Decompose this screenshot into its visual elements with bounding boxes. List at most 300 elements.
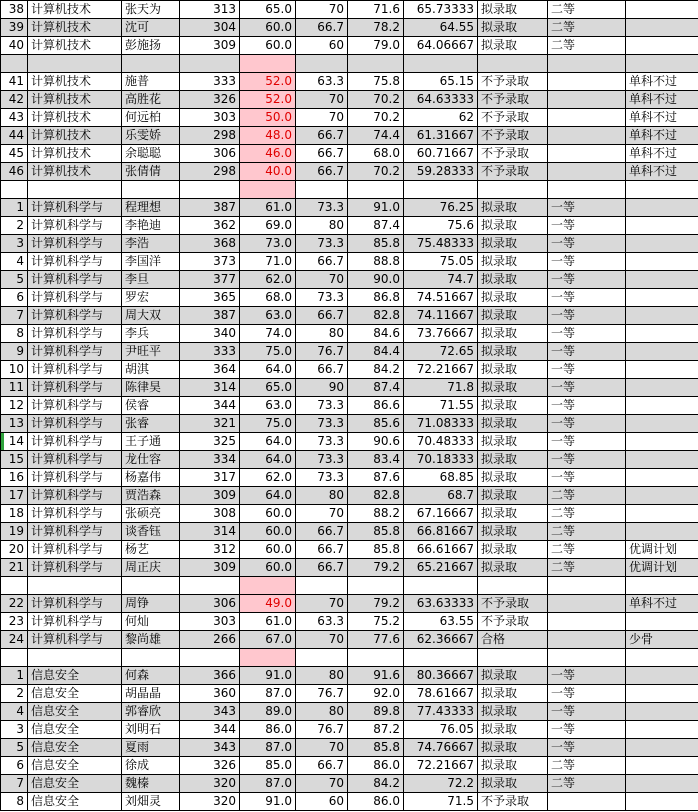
cell-rank[interactable] bbox=[548, 91, 626, 109]
cell-s1[interactable]: 65.0 bbox=[240, 379, 296, 397]
cell-name[interactable] bbox=[122, 649, 180, 667]
cell-s1[interactable] bbox=[240, 649, 296, 667]
cell-s2[interactable] bbox=[296, 55, 348, 73]
cell-no[interactable]: 46 bbox=[1, 163, 28, 181]
cell-no[interactable]: 1 bbox=[1, 199, 28, 217]
cell-s1[interactable]: 46.0 bbox=[240, 145, 296, 163]
cell-rank[interactable]: 一等 bbox=[548, 343, 626, 361]
cell-name[interactable]: 刘畑灵 bbox=[122, 793, 180, 811]
cell-status[interactable]: 不予录取 bbox=[478, 793, 548, 811]
cell-id[interactable]: 344 bbox=[180, 397, 240, 415]
cell-note[interactable]: 单科不过 bbox=[626, 91, 698, 109]
cell-major[interactable]: 计算机技术 bbox=[28, 145, 122, 163]
cell-s1[interactable]: 61.0 bbox=[240, 199, 296, 217]
cell-id[interactable]: 320 bbox=[180, 775, 240, 793]
cell-total[interactable]: 65.21667 bbox=[404, 559, 478, 577]
cell-s3[interactable]: 79.2 bbox=[348, 559, 404, 577]
cell-total[interactable]: 63.55 bbox=[404, 613, 478, 631]
cell-no[interactable]: 19 bbox=[1, 523, 28, 541]
cell-note[interactable] bbox=[626, 235, 698, 253]
cell-s2[interactable]: 66.7 bbox=[296, 307, 348, 325]
cell-s2[interactable] bbox=[296, 649, 348, 667]
cell-major[interactable]: 计算机科学与 bbox=[28, 469, 122, 487]
cell-s2[interactable]: 70 bbox=[296, 631, 348, 649]
cell-status[interactable] bbox=[478, 181, 548, 199]
cell-s3[interactable]: 75.8 bbox=[348, 73, 404, 91]
cell-name[interactable] bbox=[122, 55, 180, 73]
cell-rank[interactable]: 一等 bbox=[548, 235, 626, 253]
cell-s3[interactable]: 87.4 bbox=[348, 217, 404, 235]
cell-major[interactable]: 计算机技术 bbox=[28, 1, 122, 19]
cell-s2[interactable]: 76.7 bbox=[296, 343, 348, 361]
cell-s1[interactable]: 65.0 bbox=[240, 1, 296, 19]
cell-s3[interactable]: 71.6 bbox=[348, 1, 404, 19]
cell-note[interactable] bbox=[626, 703, 698, 721]
cell-s3[interactable]: 85.8 bbox=[348, 739, 404, 757]
cell-total[interactable]: 67.16667 bbox=[404, 505, 478, 523]
cell-rank[interactable] bbox=[548, 163, 626, 181]
cell-rank[interactable]: 一等 bbox=[548, 289, 626, 307]
cell-note[interactable] bbox=[626, 199, 698, 217]
cell-id[interactable]: 360 bbox=[180, 685, 240, 703]
cell-no[interactable]: 21 bbox=[1, 559, 28, 577]
cell-id[interactable]: 309 bbox=[180, 487, 240, 505]
cell-s1[interactable]: 73.0 bbox=[240, 235, 296, 253]
cell-note[interactable] bbox=[626, 55, 698, 73]
cell-status[interactable]: 拟录取 bbox=[478, 559, 548, 577]
cell-s1[interactable]: 60.0 bbox=[240, 505, 296, 523]
cell-s3[interactable] bbox=[348, 181, 404, 199]
cell-status[interactable]: 不予录取 bbox=[478, 127, 548, 145]
cell-rank[interactable] bbox=[548, 181, 626, 199]
cell-s1[interactable]: 60.0 bbox=[240, 541, 296, 559]
cell-major[interactable] bbox=[28, 181, 122, 199]
cell-s1[interactable]: 50.0 bbox=[240, 109, 296, 127]
cell-s1[interactable]: 91.0 bbox=[240, 793, 296, 811]
cell-s2[interactable]: 73.3 bbox=[296, 397, 348, 415]
cell-note[interactable] bbox=[626, 217, 698, 235]
cell-s3[interactable]: 88.8 bbox=[348, 253, 404, 271]
cell-id[interactable]: 365 bbox=[180, 289, 240, 307]
cell-total[interactable]: 59.28333 bbox=[404, 163, 478, 181]
cell-status[interactable]: 不予录取 bbox=[478, 145, 548, 163]
cell-no[interactable]: 3 bbox=[1, 235, 28, 253]
cell-note[interactable] bbox=[626, 361, 698, 379]
cell-major[interactable]: 计算机科学与 bbox=[28, 325, 122, 343]
cell-s3[interactable]: 83.4 bbox=[348, 451, 404, 469]
cell-major[interactable]: 计算机科学与 bbox=[28, 307, 122, 325]
cell-s1[interactable]: 87.0 bbox=[240, 685, 296, 703]
cell-name[interactable]: 谈香钰 bbox=[122, 523, 180, 541]
cell-total[interactable]: 64.55 bbox=[404, 19, 478, 37]
cell-no[interactable]: 4 bbox=[1, 703, 28, 721]
cell-id[interactable]: 377 bbox=[180, 271, 240, 289]
cell-no[interactable]: 15 bbox=[1, 451, 28, 469]
cell-note[interactable] bbox=[626, 415, 698, 433]
cell-major[interactable]: 计算机技术 bbox=[28, 91, 122, 109]
cell-s1[interactable] bbox=[240, 577, 296, 595]
cell-total[interactable]: 71.08333 bbox=[404, 415, 478, 433]
cell-s2[interactable]: 70 bbox=[296, 739, 348, 757]
cell-id[interactable]: 306 bbox=[180, 595, 240, 613]
cell-major[interactable]: 计算机技术 bbox=[28, 19, 122, 37]
cell-total[interactable]: 72.21667 bbox=[404, 757, 478, 775]
cell-major[interactable]: 计算机科学与 bbox=[28, 361, 122, 379]
cell-status[interactable]: 拟录取 bbox=[478, 217, 548, 235]
cell-name[interactable]: 胡淇 bbox=[122, 361, 180, 379]
cell-total[interactable]: 68.7 bbox=[404, 487, 478, 505]
cell-status[interactable]: 拟录取 bbox=[478, 757, 548, 775]
cell-status[interactable]: 拟录取 bbox=[478, 721, 548, 739]
cell-s2[interactable]: 80 bbox=[296, 217, 348, 235]
cell-major[interactable]: 计算机科学与 bbox=[28, 451, 122, 469]
cell-s2[interactable]: 63.3 bbox=[296, 73, 348, 91]
cell-id[interactable]: 334 bbox=[180, 451, 240, 469]
cell-s3[interactable]: 86.6 bbox=[348, 397, 404, 415]
cell-name[interactable]: 李兵 bbox=[122, 325, 180, 343]
cell-id[interactable]: 312 bbox=[180, 541, 240, 559]
cell-name[interactable]: 徐成 bbox=[122, 757, 180, 775]
cell-s2[interactable]: 63.3 bbox=[296, 613, 348, 631]
cell-note[interactable]: 单科不过 bbox=[626, 163, 698, 181]
cell-total[interactable]: 64.63333 bbox=[404, 91, 478, 109]
cell-s2[interactable]: 76.7 bbox=[296, 685, 348, 703]
cell-s2[interactable]: 80 bbox=[296, 667, 348, 685]
cell-s2[interactable]: 66.7 bbox=[296, 163, 348, 181]
cell-total[interactable] bbox=[404, 55, 478, 73]
cell-note[interactable]: 单科不过 bbox=[626, 73, 698, 91]
cell-status[interactable]: 不予录取 bbox=[478, 73, 548, 91]
cell-id[interactable]: 304 bbox=[180, 19, 240, 37]
cell-major[interactable]: 计算机技术 bbox=[28, 109, 122, 127]
cell-major[interactable]: 计算机科学与 bbox=[28, 343, 122, 361]
cell-s2[interactable]: 73.3 bbox=[296, 289, 348, 307]
cell-id[interactable]: 314 bbox=[180, 523, 240, 541]
cell-s3[interactable]: 86.0 bbox=[348, 757, 404, 775]
cell-rank[interactable]: 二等 bbox=[548, 487, 626, 505]
cell-status[interactable]: 拟录取 bbox=[478, 253, 548, 271]
cell-name[interactable]: 胡晶晶 bbox=[122, 685, 180, 703]
cell-name[interactable] bbox=[122, 181, 180, 199]
cell-no[interactable]: 8 bbox=[1, 325, 28, 343]
cell-s2[interactable]: 80 bbox=[296, 703, 348, 721]
cell-name[interactable]: 余聪聪 bbox=[122, 145, 180, 163]
cell-note[interactable] bbox=[626, 613, 698, 631]
cell-total[interactable]: 62 bbox=[404, 109, 478, 127]
cell-total[interactable]: 73.76667 bbox=[404, 325, 478, 343]
cell-major[interactable]: 计算机科学与 bbox=[28, 559, 122, 577]
cell-note[interactable] bbox=[626, 451, 698, 469]
cell-name[interactable]: 张倩倩 bbox=[122, 163, 180, 181]
cell-id[interactable]: 314 bbox=[180, 379, 240, 397]
cell-major[interactable]: 计算机科学与 bbox=[28, 289, 122, 307]
cell-no[interactable]: 23 bbox=[1, 613, 28, 631]
cell-total[interactable] bbox=[404, 649, 478, 667]
cell-major[interactable]: 计算机科学与 bbox=[28, 595, 122, 613]
cell-s3[interactable]: 91.6 bbox=[348, 667, 404, 685]
cell-rank[interactable]: 一等 bbox=[548, 703, 626, 721]
cell-s2[interactable] bbox=[296, 577, 348, 595]
cell-id[interactable]: 313 bbox=[180, 1, 240, 19]
cell-rank[interactable] bbox=[548, 109, 626, 127]
cell-note[interactable] bbox=[626, 1, 698, 19]
cell-note[interactable] bbox=[626, 523, 698, 541]
cell-status[interactable] bbox=[478, 577, 548, 595]
cell-s1[interactable]: 74.0 bbox=[240, 325, 296, 343]
cell-s1[interactable]: 60.0 bbox=[240, 37, 296, 55]
cell-name[interactable]: 沈可 bbox=[122, 19, 180, 37]
cell-note[interactable] bbox=[626, 469, 698, 487]
cell-no[interactable]: 6 bbox=[1, 289, 28, 307]
cell-major[interactable]: 计算机技术 bbox=[28, 37, 122, 55]
cell-id[interactable]: 387 bbox=[180, 199, 240, 217]
cell-no[interactable]: 5 bbox=[1, 271, 28, 289]
cell-s1[interactable]: 60.0 bbox=[240, 559, 296, 577]
cell-status[interactable]: 拟录取 bbox=[478, 739, 548, 757]
cell-rank[interactable]: 一等 bbox=[548, 685, 626, 703]
cell-rank[interactable] bbox=[548, 577, 626, 595]
cell-major[interactable]: 信息安全 bbox=[28, 757, 122, 775]
cell-status[interactable]: 拟录取 bbox=[478, 19, 548, 37]
cell-s2[interactable]: 73.3 bbox=[296, 469, 348, 487]
cell-note[interactable] bbox=[626, 757, 698, 775]
cell-s1[interactable]: 67.0 bbox=[240, 631, 296, 649]
cell-s3[interactable]: 86.8 bbox=[348, 289, 404, 307]
cell-status[interactable]: 拟录取 bbox=[478, 37, 548, 55]
cell-no[interactable]: 6 bbox=[1, 757, 28, 775]
cell-s1[interactable]: 49.0 bbox=[240, 595, 296, 613]
cell-s2[interactable]: 70 bbox=[296, 775, 348, 793]
cell-note[interactable] bbox=[626, 577, 698, 595]
cell-s2[interactable]: 80 bbox=[296, 325, 348, 343]
cell-rank[interactable]: 一等 bbox=[548, 415, 626, 433]
cell-s2[interactable]: 60 bbox=[296, 37, 348, 55]
cell-total[interactable]: 75.48333 bbox=[404, 235, 478, 253]
cell-major[interactable] bbox=[28, 577, 122, 595]
cell-s3[interactable] bbox=[348, 577, 404, 595]
cell-name[interactable]: 张睿 bbox=[122, 415, 180, 433]
cell-note[interactable]: 优调计划 bbox=[626, 541, 698, 559]
cell-note[interactable]: 单科不过 bbox=[626, 595, 698, 613]
cell-rank[interactable]: 一等 bbox=[548, 397, 626, 415]
cell-note[interactable] bbox=[626, 289, 698, 307]
cell-s1[interactable]: 87.0 bbox=[240, 739, 296, 757]
cell-rank[interactable]: 二等 bbox=[548, 775, 626, 793]
cell-id[interactable]: 366 bbox=[180, 667, 240, 685]
cell-name[interactable]: 高胜花 bbox=[122, 91, 180, 109]
cell-note[interactable] bbox=[626, 685, 698, 703]
cell-name[interactable]: 王子通 bbox=[122, 433, 180, 451]
cell-note[interactable] bbox=[626, 19, 698, 37]
cell-s3[interactable]: 90.0 bbox=[348, 271, 404, 289]
cell-s3[interactable] bbox=[348, 649, 404, 667]
cell-s1[interactable]: 71.0 bbox=[240, 253, 296, 271]
cell-no[interactable]: 4 bbox=[1, 253, 28, 271]
cell-total[interactable]: 64.06667 bbox=[404, 37, 478, 55]
cell-major[interactable]: 信息安全 bbox=[28, 721, 122, 739]
cell-id[interactable]: 266 bbox=[180, 631, 240, 649]
cell-rank[interactable]: 一等 bbox=[548, 217, 626, 235]
cell-name[interactable]: 周铮 bbox=[122, 595, 180, 613]
cell-name[interactable]: 何森 bbox=[122, 667, 180, 685]
cell-no[interactable]: 1 bbox=[1, 667, 28, 685]
cell-name[interactable]: 刘明石 bbox=[122, 721, 180, 739]
cell-total[interactable]: 68.85 bbox=[404, 469, 478, 487]
cell-note[interactable] bbox=[626, 325, 698, 343]
cell-name[interactable]: 陈律昊 bbox=[122, 379, 180, 397]
cell-s1[interactable]: 64.0 bbox=[240, 361, 296, 379]
cell-major[interactable]: 信息安全 bbox=[28, 775, 122, 793]
cell-s1[interactable]: 64.0 bbox=[240, 487, 296, 505]
cell-no[interactable]: 42 bbox=[1, 91, 28, 109]
cell-rank[interactable] bbox=[548, 649, 626, 667]
cell-id[interactable]: 298 bbox=[180, 127, 240, 145]
cell-note[interactable] bbox=[626, 505, 698, 523]
cell-status[interactable]: 拟录取 bbox=[478, 451, 548, 469]
cell-major[interactable]: 计算机科学与 bbox=[28, 199, 122, 217]
cell-note[interactable] bbox=[626, 487, 698, 505]
cell-rank[interactable]: 二等 bbox=[548, 757, 626, 775]
cell-rank[interactable]: 一等 bbox=[548, 721, 626, 739]
cell-status[interactable]: 拟录取 bbox=[478, 397, 548, 415]
cell-s2[interactable]: 70 bbox=[296, 1, 348, 19]
cell-total[interactable]: 75.6 bbox=[404, 217, 478, 235]
cell-no[interactable]: 17 bbox=[1, 487, 28, 505]
cell-s1[interactable]: 86.0 bbox=[240, 721, 296, 739]
cell-name[interactable]: 周大双 bbox=[122, 307, 180, 325]
cell-status[interactable]: 拟录取 bbox=[478, 487, 548, 505]
cell-s3[interactable]: 87.2 bbox=[348, 721, 404, 739]
cell-total[interactable]: 72.2 bbox=[404, 775, 478, 793]
cell-note[interactable]: 单科不过 bbox=[626, 109, 698, 127]
cell-note[interactable] bbox=[626, 649, 698, 667]
cell-id[interactable]: 364 bbox=[180, 361, 240, 379]
cell-total[interactable]: 70.18333 bbox=[404, 451, 478, 469]
cell-s3[interactable]: 91.0 bbox=[348, 199, 404, 217]
cell-name[interactable]: 张天为 bbox=[122, 1, 180, 19]
cell-s1[interactable] bbox=[240, 55, 296, 73]
cell-id[interactable]: 344 bbox=[180, 721, 240, 739]
cell-no[interactable]: 13 bbox=[1, 415, 28, 433]
cell-note[interactable] bbox=[626, 253, 698, 271]
cell-no[interactable]: 44 bbox=[1, 127, 28, 145]
cell-status[interactable]: 拟录取 bbox=[478, 415, 548, 433]
cell-s1[interactable]: 89.0 bbox=[240, 703, 296, 721]
cell-major[interactable]: 计算机技术 bbox=[28, 73, 122, 91]
cell-s1[interactable]: 75.0 bbox=[240, 415, 296, 433]
cell-s1[interactable]: 87.0 bbox=[240, 775, 296, 793]
cell-rank[interactable]: 二等 bbox=[548, 19, 626, 37]
cell-s3[interactable]: 88.2 bbox=[348, 505, 404, 523]
cell-major[interactable]: 计算机科学与 bbox=[28, 271, 122, 289]
cell-name[interactable]: 侯睿 bbox=[122, 397, 180, 415]
cell-major[interactable]: 计算机科学与 bbox=[28, 613, 122, 631]
cell-name[interactable]: 贾浩森 bbox=[122, 487, 180, 505]
cell-id[interactable] bbox=[180, 55, 240, 73]
cell-no[interactable] bbox=[1, 55, 28, 73]
cell-no[interactable]: 9 bbox=[1, 343, 28, 361]
cell-s2[interactable]: 66.7 bbox=[296, 253, 348, 271]
cell-no[interactable]: 20 bbox=[1, 541, 28, 559]
cell-s3[interactable]: 74.4 bbox=[348, 127, 404, 145]
cell-rank[interactable]: 一等 bbox=[548, 739, 626, 757]
cell-s1[interactable]: 69.0 bbox=[240, 217, 296, 235]
cell-s3[interactable]: 77.6 bbox=[348, 631, 404, 649]
cell-s3[interactable]: 79.0 bbox=[348, 37, 404, 55]
cell-note[interactable]: 优调计划 bbox=[626, 559, 698, 577]
cell-major[interactable] bbox=[28, 649, 122, 667]
cell-status[interactable]: 拟录取 bbox=[478, 271, 548, 289]
cell-total[interactable]: 74.11667 bbox=[404, 307, 478, 325]
cell-major[interactable]: 信息安全 bbox=[28, 793, 122, 811]
cell-status[interactable]: 拟录取 bbox=[478, 343, 548, 361]
cell-total[interactable]: 71.55 bbox=[404, 397, 478, 415]
cell-s2[interactable]: 66.7 bbox=[296, 541, 348, 559]
cell-s1[interactable]: 60.0 bbox=[240, 19, 296, 37]
cell-major[interactable]: 信息安全 bbox=[28, 703, 122, 721]
cell-rank[interactable]: 一等 bbox=[548, 667, 626, 685]
cell-s3[interactable]: 85.8 bbox=[348, 541, 404, 559]
cell-major[interactable]: 计算机科学与 bbox=[28, 253, 122, 271]
cell-total[interactable]: 66.81667 bbox=[404, 523, 478, 541]
cell-id[interactable]: 326 bbox=[180, 91, 240, 109]
cell-status[interactable]: 拟录取 bbox=[478, 667, 548, 685]
cell-s2[interactable]: 90 bbox=[296, 379, 348, 397]
cell-rank[interactable] bbox=[548, 55, 626, 73]
cell-id[interactable]: 298 bbox=[180, 163, 240, 181]
cell-major[interactable]: 信息安全 bbox=[28, 667, 122, 685]
cell-status[interactable]: 拟录取 bbox=[478, 775, 548, 793]
cell-major[interactable]: 计算机科学与 bbox=[28, 523, 122, 541]
cell-s2[interactable]: 70 bbox=[296, 91, 348, 109]
cell-s2[interactable]: 60 bbox=[296, 793, 348, 811]
cell-major[interactable]: 计算机科学与 bbox=[28, 415, 122, 433]
cell-name[interactable]: 龙仕容 bbox=[122, 451, 180, 469]
cell-major[interactable]: 计算机技术 bbox=[28, 163, 122, 181]
cell-no[interactable]: 45 bbox=[1, 145, 28, 163]
cell-rank[interactable] bbox=[548, 793, 626, 811]
cell-no[interactable]: 5 bbox=[1, 739, 28, 757]
cell-s2[interactable]: 66.7 bbox=[296, 127, 348, 145]
cell-name[interactable]: 李国洋 bbox=[122, 253, 180, 271]
cell-name[interactable]: 黎尚雄 bbox=[122, 631, 180, 649]
cell-s3[interactable]: 68.0 bbox=[348, 145, 404, 163]
cell-no[interactable]: 14 bbox=[1, 433, 28, 451]
cell-id[interactable]: 320 bbox=[180, 793, 240, 811]
cell-status[interactable]: 不予录取 bbox=[478, 91, 548, 109]
cell-name[interactable]: 乐雯娇 bbox=[122, 127, 180, 145]
cell-s1[interactable]: 48.0 bbox=[240, 127, 296, 145]
cell-no[interactable]: 12 bbox=[1, 397, 28, 415]
cell-s1[interactable]: 63.0 bbox=[240, 397, 296, 415]
cell-total[interactable] bbox=[404, 181, 478, 199]
cell-total[interactable]: 75.05 bbox=[404, 253, 478, 271]
cell-note[interactable] bbox=[626, 379, 698, 397]
cell-status[interactable]: 拟录取 bbox=[478, 433, 548, 451]
cell-s3[interactable]: 89.8 bbox=[348, 703, 404, 721]
cell-s3[interactable]: 85.6 bbox=[348, 415, 404, 433]
cell-status[interactable]: 拟录取 bbox=[478, 325, 548, 343]
cell-name[interactable] bbox=[122, 577, 180, 595]
cell-s3[interactable]: 84.2 bbox=[348, 361, 404, 379]
cell-s1[interactable] bbox=[240, 181, 296, 199]
cell-major[interactable]: 计算机科学与 bbox=[28, 631, 122, 649]
cell-note[interactable] bbox=[626, 433, 698, 451]
cell-rank[interactable]: 二等 bbox=[548, 37, 626, 55]
cell-total[interactable]: 80.36667 bbox=[404, 667, 478, 685]
cell-no[interactable]: 11 bbox=[1, 379, 28, 397]
cell-s1[interactable]: 40.0 bbox=[240, 163, 296, 181]
